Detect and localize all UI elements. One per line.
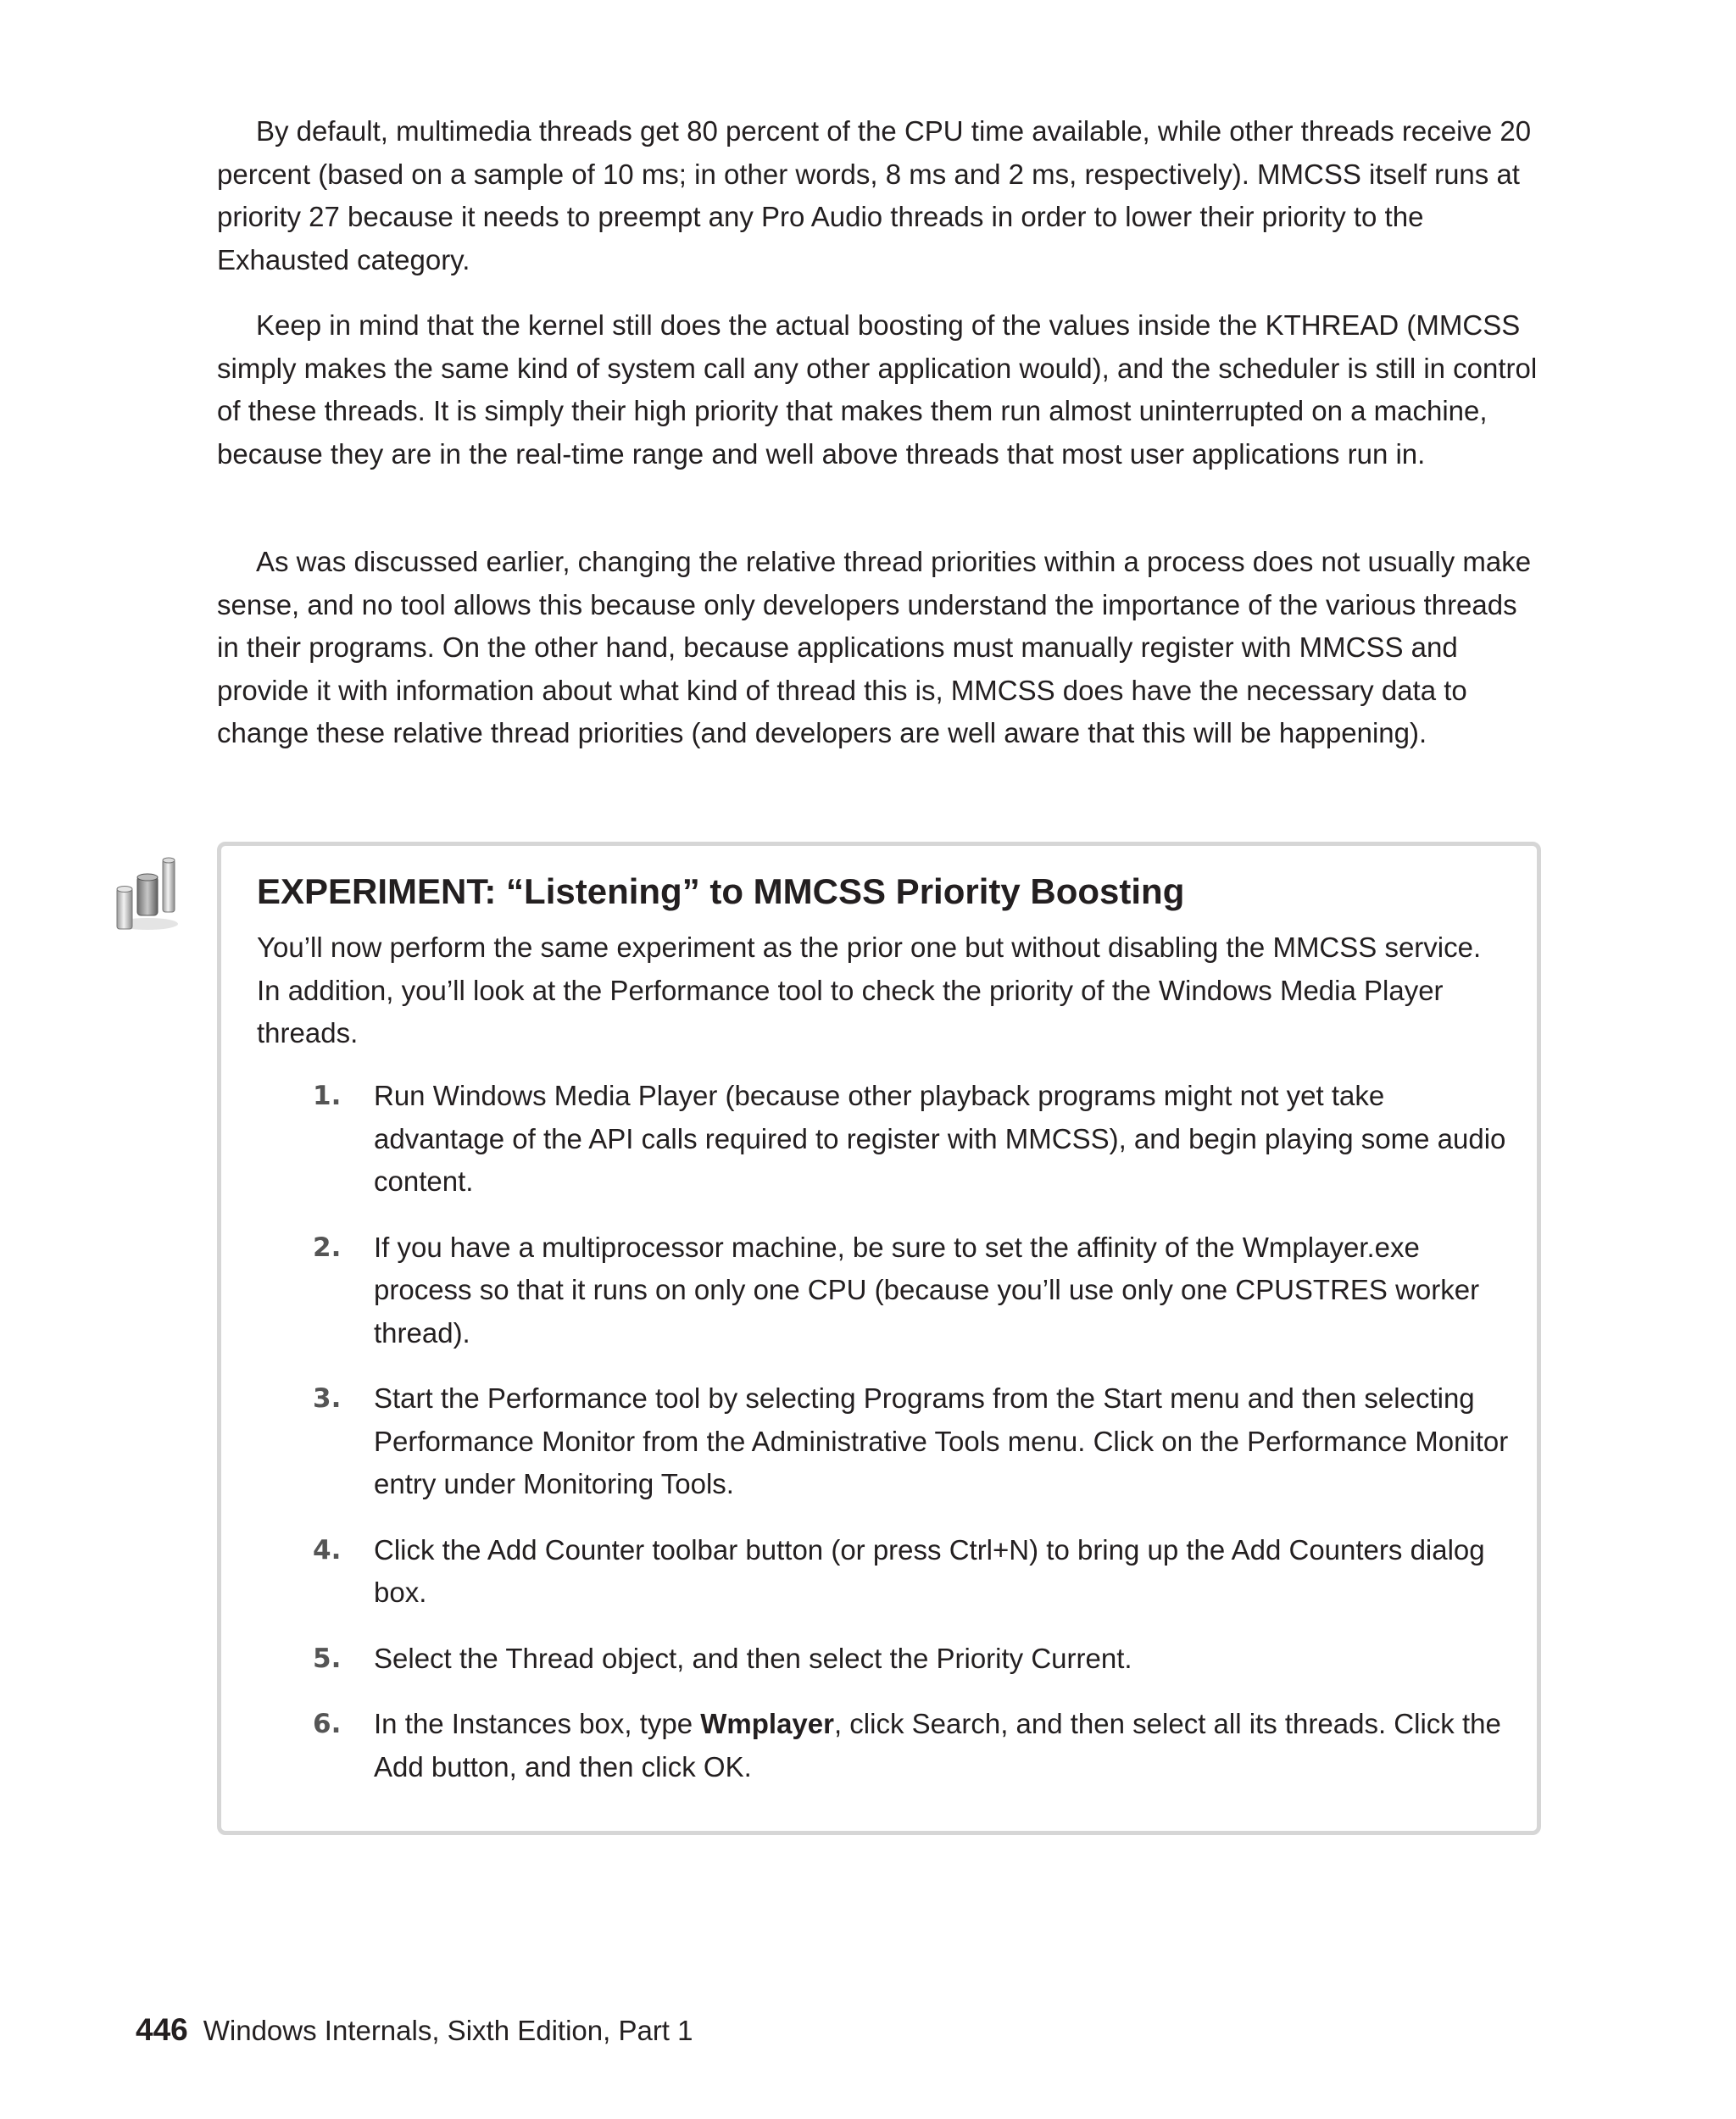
step-text: If you have a multiprocessor machine, be sure to set the affinity of the Wmplayer.exe process so that it runs on only one CPU (because you’ll use only one CPUSTRES worker thread). <box>374 1231 1480 1349</box>
beakers-icon <box>112 854 181 936</box>
experiment-steps <box>257 1075 1511 1811</box>
experiment-title: EXPERIMENT: “Listening” to MMCSS Priority Boosting <box>257 871 1185 911</box>
step-text: Run Windows Media Player (because other playback programs might not yet take advantage of the API calls required to register with MMCSS), and begin playing some audio content. <box>374 1080 1506 1197</box>
step-item <box>257 1377 1511 1506</box>
step-text: Click the Add Counter toolbar button (or press Ctrl+N) to bring up the Add Counters dialog box. <box>374 1533 1485 1608</box>
step-item <box>257 1703 1511 1788</box>
body-paragraph: By default, multimedia threads get 80 percent of the CPU time available, while other threads receive 20 percent (based on a sample of 10 ms; in other words, 8 ms and 2 ms, respectively). MMCSS itself runs at priority 27 because it needs to preempt any Pro Audio threads in order to lower their priority to the Exhausted category. <box>217 115 1532 275</box>
step-text: Start the Performance tool by selecting Programs from the Start menu and then selecting Performance Monitor from the Administrative Tools menu. Click on the Performance Monitor entry under Monitoring Tools. <box>374 1382 1509 1499</box>
step-number: 4. <box>313 1534 342 1566</box>
step-text-after: , click Search, and then select all its threads. Click the Add button, and then click OK. <box>374 1708 1501 1783</box>
step-text: Select the Thread object, and then select the Priority Current. <box>374 1642 1132 1674</box>
body-paragraph: As was discussed earlier, changing the relative thread priorities within a process does not usually make sense, and no tool allows this because only developers understand the importance of the various threads in their programs. On the other hand, because applications must manually register with MMCSS and provide it with information about what kind of thread this is, MMCSS does have the necessary data to change these relative thread priorities (and developers are well aware that this will be happening). <box>217 546 1532 748</box>
experiment-intro: You’ll now perform the same experiment as the prior one but without disabling the MMCSS service. In addition, you’ll look at the Performance tool to check the priority of the Windows Media Player threads. <box>257 932 1482 1048</box>
step-item <box>257 1638 1511 1681</box>
step-number: 6. <box>313 1709 342 1739</box>
step-number: 1. <box>313 1081 342 1111</box>
step-number: 2. <box>313 1232 342 1263</box>
page-footer <box>136 2009 693 2052</box>
keyword-wmplayer: Wmplayer <box>700 1708 834 1739</box>
body-paragraph: Keep in mind that the kernel still does the actual boosting of the values inside the KTHREAD (MMCSS simply makes the same kind of system call any other application would), and the scheduler is still in control of these threads. It is simply their high priority that makes them run almost uninterrupted on a machine, because they are in the real-time range and well above threads that most user applications run in. <box>217 309 1538 470</box>
step-text <box>374 1708 1501 1783</box>
book-title: Windows Internals, Sixth Edition, Part 1 <box>203 2015 693 2046</box>
page-number: 446 <box>136 2012 188 2047</box>
step-number: 5. <box>313 1643 342 1674</box>
step-item <box>257 1075 1511 1204</box>
step-item <box>257 1529 1511 1615</box>
step-text-before: In the Instances box, type <box>374 1708 701 1739</box>
step-number: 3. <box>313 1383 342 1414</box>
step-item <box>257 1226 1511 1355</box>
